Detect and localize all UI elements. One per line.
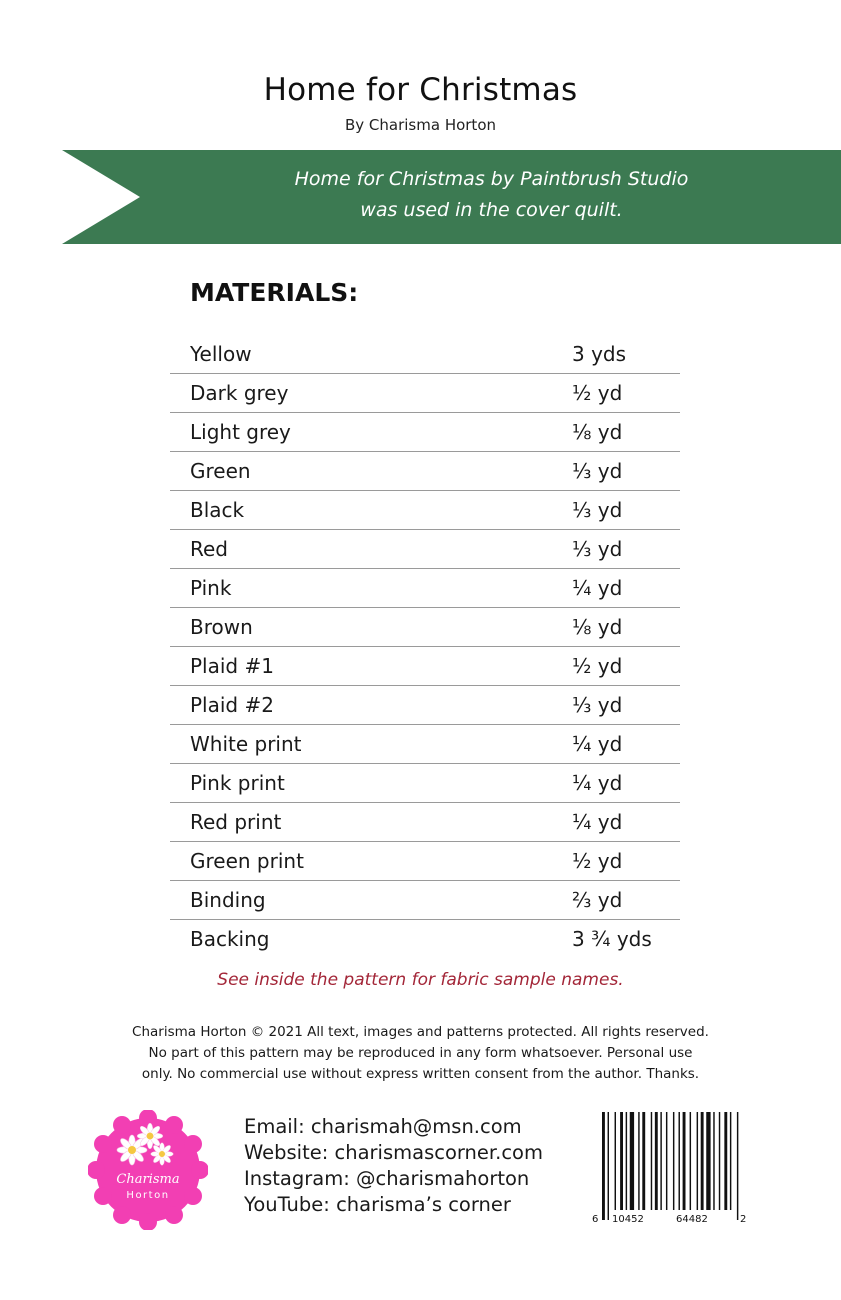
barcode-bar — [679, 1112, 680, 1210]
material-quantity: ¼ yd — [572, 771, 623, 795]
material-quantity: ⅓ yd — [572, 498, 623, 522]
barcode-bar — [651, 1112, 652, 1210]
barcode-bar — [642, 1112, 645, 1210]
barcode-bar — [713, 1112, 714, 1210]
material-name: Pink — [190, 576, 232, 600]
material-quantity: ¼ yd — [572, 732, 623, 756]
barcode-group-left: 10452 — [612, 1214, 644, 1225]
barcode-bar — [730, 1112, 731, 1210]
contact-website[interactable]: Website: charismascorner.com — [244, 1141, 543, 1164]
material-row — [170, 920, 680, 958]
material-row — [170, 491, 680, 530]
material-name: Plaid #1 — [190, 654, 274, 678]
material-quantity: ¼ yd — [572, 576, 623, 600]
material-quantity: ⅓ yd — [572, 693, 623, 717]
material-quantity: ⅓ yd — [572, 459, 623, 483]
barcode-icon — [590, 1112, 750, 1226]
material-quantity: ¼ yd — [572, 810, 623, 834]
material-quantity: 3 ¾ yds — [572, 927, 652, 951]
material-quantity: ⅛ yd — [572, 615, 623, 639]
material-row — [170, 452, 680, 491]
material-name: Light grey — [190, 420, 291, 444]
material-row — [170, 569, 680, 608]
barcode-bar — [673, 1112, 674, 1210]
barcode-bar — [615, 1112, 616, 1210]
material-name: White print — [190, 732, 302, 756]
banner-text — [142, 164, 841, 226]
banner-line-1: Home for Christmas by Paintbrush Studio — [294, 168, 689, 190]
material-row — [170, 725, 680, 764]
copyright-line-3: only. No commercial use without express written consent from the author. Thanks. — [141, 1066, 700, 1082]
materials-table — [170, 335, 680, 958]
material-quantity: ⅔ yd — [572, 888, 623, 912]
material-row — [170, 647, 680, 686]
copyright-line-1: Charisma Horton © 2021 All text, images and patterns protected. All rights reserved. — [132, 1024, 709, 1040]
contact-info — [244, 1114, 543, 1218]
contact-youtube[interactable]: YouTube: charisma’s corner — [244, 1193, 511, 1216]
materials-heading: MATERIALS: — [190, 278, 359, 307]
material-row — [170, 803, 680, 842]
barcode-bar — [719, 1112, 720, 1210]
contact-instagram[interactable]: Instagram: @charismahorton — [244, 1167, 530, 1190]
pattern-title: Home for Christmas — [263, 72, 578, 108]
material-name: Black — [190, 498, 245, 522]
material-row — [170, 335, 680, 374]
material-quantity: ½ yd — [572, 849, 623, 873]
barcode-bar — [724, 1112, 727, 1210]
material-quantity: ½ yd — [572, 381, 623, 405]
barcode-bar — [608, 1112, 609, 1220]
material-name: Backing — [190, 927, 270, 951]
material-name: Red print — [190, 810, 282, 834]
barcode-group-right: 64482 — [676, 1214, 708, 1225]
barcode-bar — [660, 1112, 661, 1210]
material-row — [170, 608, 680, 647]
material-name: Dark grey — [190, 381, 289, 405]
material-name: Green — [190, 459, 251, 483]
material-row — [170, 764, 680, 803]
material-name: Plaid #2 — [190, 693, 274, 717]
barcode-bar — [620, 1112, 623, 1210]
material-row — [170, 842, 680, 881]
copyright-line-2: No part of this pattern may be reproduced in any form whatsoever. Personal use — [148, 1045, 693, 1061]
material-name: Binding — [190, 888, 266, 912]
barcode-bar — [626, 1112, 627, 1210]
charisma-horton-logo — [88, 1110, 208, 1230]
contact-email[interactable]: Email: charismah@msn.com — [244, 1115, 522, 1138]
material-row — [170, 413, 680, 452]
author-byline: By Charisma Horton — [344, 116, 497, 134]
material-quantity: ⅓ yd — [572, 537, 623, 561]
material-name: Green print — [190, 849, 304, 873]
barcode-bar — [683, 1112, 686, 1210]
barcode-bar — [655, 1112, 658, 1210]
logo-name-line-1: Charisma — [116, 1172, 180, 1187]
banner-line-2: was used in the cover quilt. — [360, 199, 623, 221]
barcode-bar — [638, 1112, 639, 1210]
material-name: Pink print — [190, 771, 285, 795]
material-quantity: 3 yds — [572, 342, 627, 366]
material-quantity: ⅛ yd — [572, 420, 623, 444]
barcode-digit-first: 6 — [592, 1214, 599, 1225]
barcode-bar — [630, 1112, 634, 1210]
barcode-bar — [706, 1112, 710, 1210]
logo-name-line-2: Horton — [126, 1190, 170, 1201]
barcode-bar — [602, 1112, 605, 1220]
material-row — [170, 686, 680, 725]
material-row — [170, 374, 680, 413]
barcode-bar — [697, 1112, 698, 1210]
upc-barcode — [590, 1112, 750, 1226]
barcode-digit-last: 2 — [740, 1214, 747, 1225]
copyright-notice — [100, 1022, 741, 1085]
material-name: Red — [190, 537, 228, 561]
scalloped-badge-icon — [88, 1110, 208, 1230]
barcode-bar — [690, 1112, 691, 1210]
material-row — [170, 530, 680, 569]
barcode-bar — [701, 1112, 704, 1210]
material-name: Yellow — [190, 342, 252, 366]
material-name: Brown — [190, 615, 253, 639]
fabric-sample-note: See inside the pattern for fabric sample names. — [217, 970, 624, 990]
barcode-bar — [666, 1112, 667, 1210]
material-row — [170, 881, 680, 920]
material-quantity: ½ yd — [572, 654, 623, 678]
barcode-bar — [737, 1112, 738, 1220]
fabric-banner — [62, 150, 841, 244]
